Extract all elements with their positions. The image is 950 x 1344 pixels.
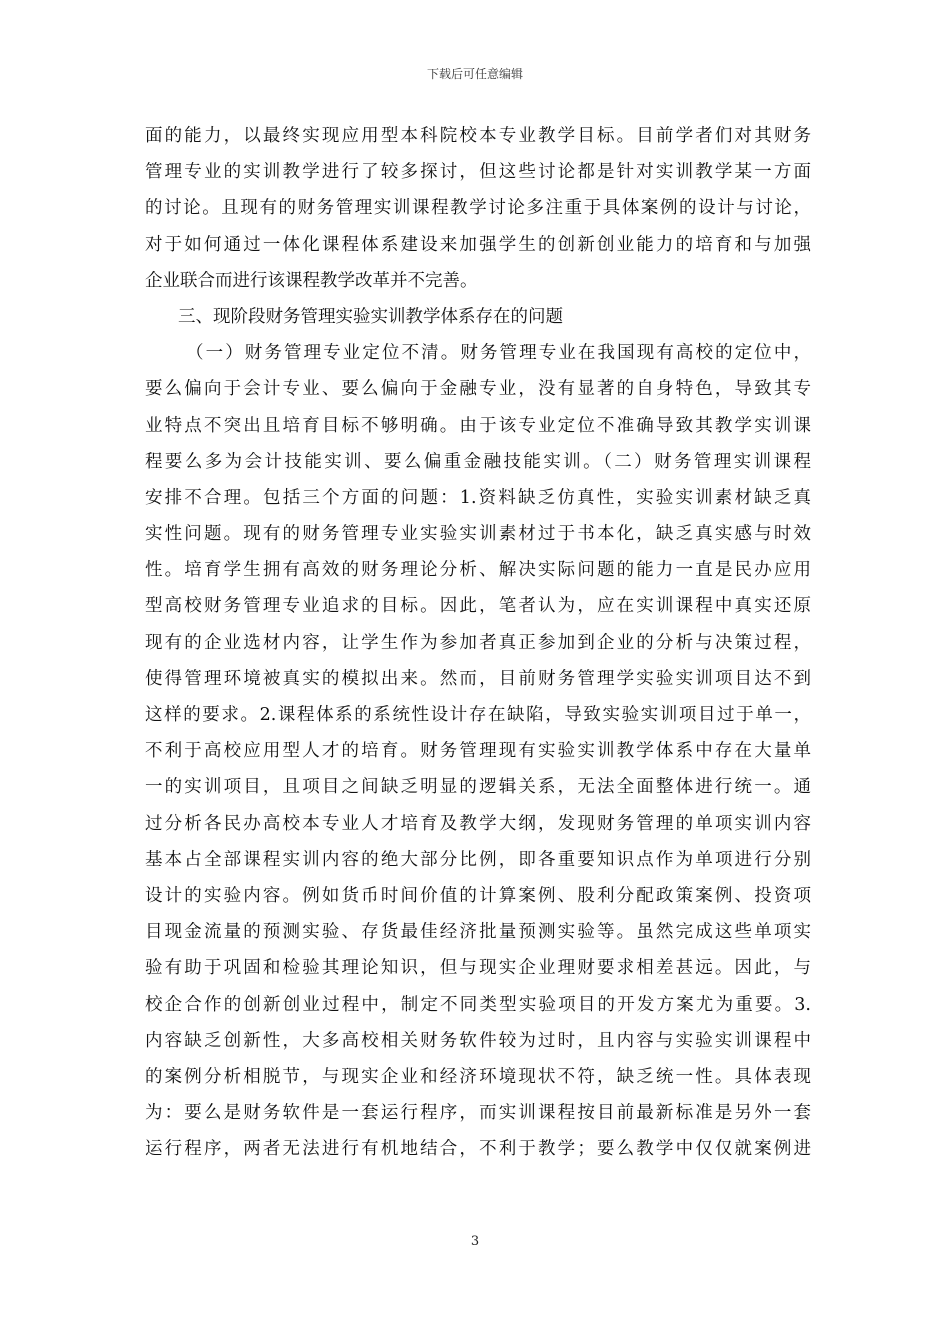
text-line: 型高校财务管理专业追求的目标。因此，笔者认为，应在实训课程中真实还原 [145,596,811,617]
text-line: 一的实训项目，且项目之间缺乏明显的逻辑关系，无法全面整体进行统一。通 [145,777,811,798]
text-line: 对于如何通过一体化课程体系建设来加强学生的创新创业能力的培育和与加强 [145,234,811,255]
text-line: 使得管理环境被真实的模拟出来。然而，目前财务管理学实验实训项目达不到 [145,668,811,689]
text-line: 基本占全部课程实训内容的绝大部分比例，即各重要知识点作为单项进行分别 [145,849,811,870]
section-heading: 三、现阶段财务管理实验实训教学体系存在的问题 [178,306,563,327]
page-number: 3 [470,1234,480,1249]
text-line: 性。培育学生拥有高效的财务理论分析、解决实际问题的能力一直是民办应用 [145,560,811,581]
text-line: 面的能力，以最终实现应用型本科院校本专业教学目标。目前学者们对其财务 [145,126,811,146]
text-line: 管理专业的实训教学进行了较多探讨，但这些讨论都是针对实训教学某一方面 [145,162,811,183]
text-line: 目现金流量的预测实验、存货最佳经济批量预测实验等。虽然完成这些单项实 [145,922,811,943]
text-line: 的讨论。且现有的财务管理实训课程教学讨论多注重于具体案例的设计与讨论， [145,198,811,219]
text-line: 程要么多为会计技能实训、要么偏重金融技能实训。（二）财务管理实训课程 [145,451,811,472]
text-line: 的案例分析相脱节，与现实企业和经济环境现状不符，缺乏统一性。具体表现 [145,1066,811,1087]
text-line: 现有的企业选材内容，让学生作为参加者真正参加到企业的分析与决策过程， [145,632,811,653]
body-text [145,118,811,1167]
text-line: 过分析各民办高校本专业人才培育及教学大纲，发现财务管理的单项实训内容 [145,813,811,834]
text-line: 验有助于巩固和检验其理论知识，但与现实企业理财要求相差甚远。因此，与 [145,958,811,979]
text-line: 安排不合理。包括三个方面的问题：1.资料缺乏仿真性，实验实训素材缺乏真 [145,487,811,508]
text-line: （一）财务管理专业定位不清。财务管理专业在我国现有高校的定位中， [186,343,811,364]
text-line: 内容缺乏创新性，大多高校相关财务软件较为过时，且内容与实验实训课程中 [145,1030,811,1051]
text-line: 要么偏向于会计专业、要么偏向于金融专业，没有显著的自身特色，导致其专 [145,379,811,400]
text-line: 实性问题。现有的财务管理专业实验实训素材过于书本化，缺乏真实感与时效 [145,524,811,545]
text-line: 企业联合而进行该课程教学改革并不完善。 [145,270,478,291]
text-line: 为：要么是财务软件是一套运行程序，而实训课程按目前最新标准是另外一套 [145,1103,811,1124]
text-line: 校企合作的创新创业过程中，制定不同类型实验项目的开发方案尤为重要。3. [145,994,811,1015]
text-line: 设计的实验内容。例如货币时间价值的计算案例、股利分配政策案例、投资项 [145,885,811,906]
text-line: 运行程序，两者无法进行有机地结合，不利于教学；要么教学中仅仅就案例进 [145,1139,811,1160]
text-line: 不利于高校应用型人才的培育。财务管理现有实验实训教学体系中存在大量单 [145,741,811,762]
page-header: 下载后可任意编辑 [426,67,523,81]
text-line: 这样的要求。2.课程体系的系统性设计存在缺陷，导致实验实训项目过于单一， [145,705,811,725]
text-line: 业特点不突出且培育目标不够明确。由于该专业定位不准确导致其教学实训课 [145,415,811,436]
